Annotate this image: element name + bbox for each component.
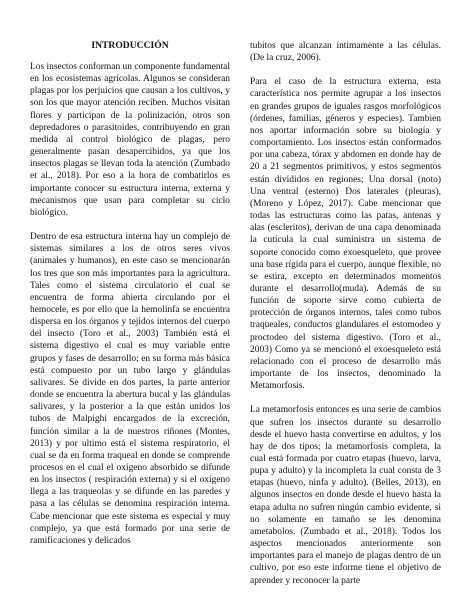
left-column (30, 40, 230, 559)
paragraph-continuation: tubitos que alcanzan íntimamente a las células. (De la cruz, 2006). (250, 41, 441, 64)
paragraph-metamorphosis: La metamorfosis entonces es una serie de cambios que sufren los insectos durante su desarrollo desde el huevo hasta convertirse en adultos, y los hay de dos tipos; la metamorfosis completa, la cual está formada por cuatro etapas (huevo, larva, pupa y adulto) y la incompleta la cual consta de 3 etapas (huevo, ninfa y adulto). (Belles, 2013), en algunos insectos en donde desde el huevo hasta la etapa adulta no sufren ningún cambio evidente, si no solamente en tamaño se les denomina ametabolos. (Zumbado et al., 2018). Todos los aspectos mencionados anteriormente son importantes para el manejo de plagas dentro de un cultivo, por eso este informe tiene el objetivo de aprender y reconocer la parte (250, 405, 441, 586)
paragraph-internal-structure: Dentro de esa estructura interna hay un complejo de sistemas similares a los de otros seres vivos (animales y humanos), en este caso se mencionarán los tres que son más importantes para la agricultura. Tales como el sistema circulatorio el cual se encuentra de forma abierta circulando por el hemocele, es por ello que la hemolinfa se encuentra dispersa en los órganos y tejidos internos del cuerpo del insecto (Toro et al., 2003) También está el sistema digestivo el cual es muy variable entre grupos y fases de desarrollo; en su forma más básica está compuesto por un tubo largo y glándulas salivares. Se divide en dos partes, la parte anterior donde se encuentra la abertura bucal y las glándulas salivares, y la posterior a la que están unidos los tubos de Malpighi encargados de la excreción, función similar a la de nuestros riñones (Montes, 2013) y por ultimo está el sistema respiratorio, el cual se da en forma traqueal en donde se comprende procesos en el cual el oxígeno absorbido se difunde en los insectos ( respiración externa) y si el oxígeno llega a las traqueolas y se difunde en las paredes y pasa a las células se denomina respiración interna. Cabe mencionar que este sistema es especial y muy complejo, ya que está formado por una serie de ramificaciones y delicados (30, 232, 230, 546)
right-column (250, 40, 441, 599)
paragraph-intro: Los insectos conforman un componente fundamental en los ecosistemas agrícolas. Algunos se consideran plagas por los perjuicios que causan a los cultivos, y son los que mayor atención reciben. Muchos visitan flores y participan de la polinización, otros son depredadores o parasitoides, contribuyendo en gran medida al control biológico de plagas, pero generalmente pasan desapercibidos, ya que los insectos plagas se llevan toda la atención (Zumbado et al., 2018). Por eso a la hora de combatirlos es importante conocer su estructura interna, externa y mecanismos que usan para completar su ciclo biológico. (30, 62, 230, 218)
section-title: INTRODUCCIÓN (91, 40, 169, 51)
paragraph-external-structure: Para el caso de la estructura externa, esta característica nos permite agrupar a los insectos en grandes grupos de iguales rasgos morfológicos (órdenes, familias, géneros y especies). Tambien nos aportar información sobre su biología y comportamiento. Los insectos están conformados por una cabeza, tórax y abdomen en donde hay de 20 a 21 segmentos primitivos, y estos segmentos están divididos en regiones; Una dorsal (noto) Una ventral (esterno) Dos laterales (pleuras), (Moreno y López, 2017). Cabe mencionar que todas las estructuras como las patas, antenas y alas (escleritos), derivan de una capa denominada la cutícula la cual suministra un sistema de soporte conocido como exoesqueleto, que provee una base rígida para el cuerpo, aunque flexible, no se estira, excepto en determinados momentos durante el desarrollo(muda). Además de su función de soporte sirve como cubierta de protección de órganos internos, tales como tubos traqueales, conductos glandulares el estomodeo y proctodeo del sistema digestivo. (Toro et al., 2003) Como ya se mencionó el exoesqueleto está relacionado con el proceso de desarrollo más importante de los insectos, denominado la Metamorfosis. (250, 77, 441, 392)
